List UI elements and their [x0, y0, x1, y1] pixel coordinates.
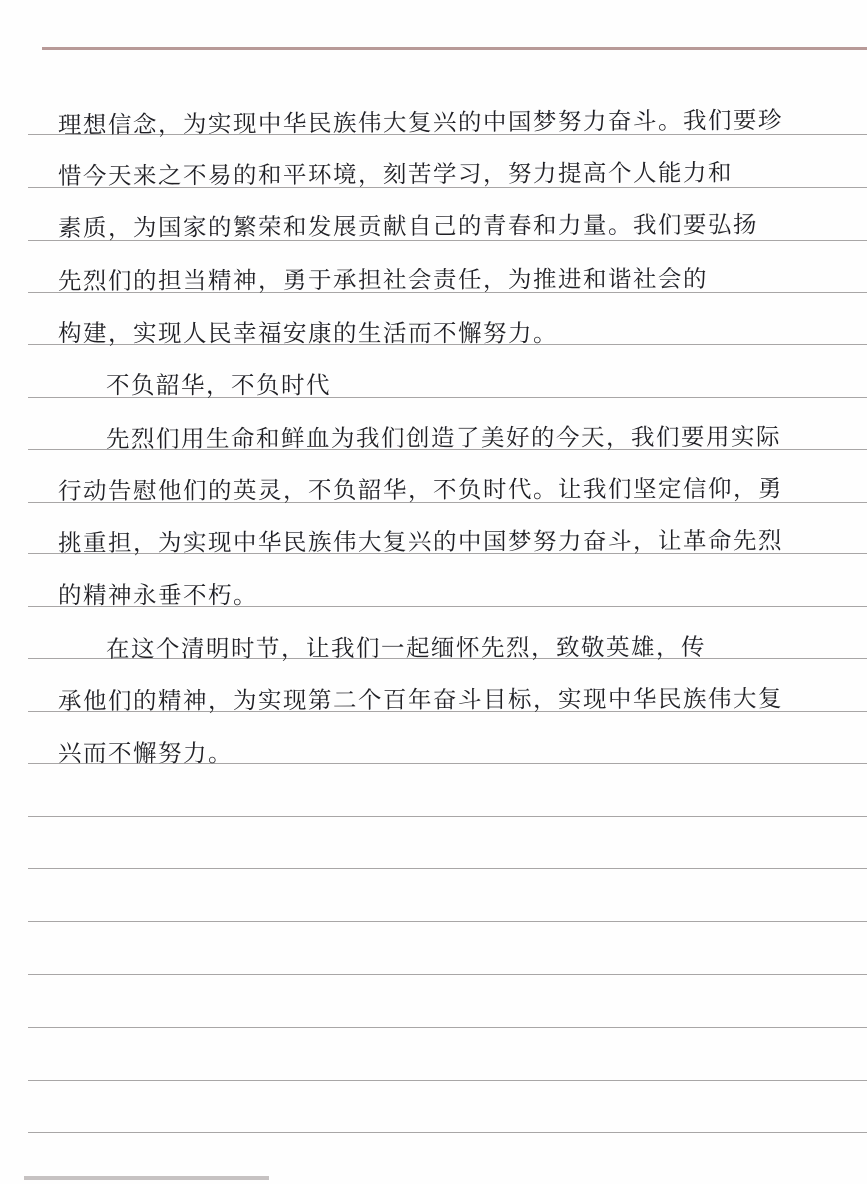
- ruled-line: [28, 1132, 867, 1133]
- essay-line-8: 行动告慰他们的英灵，不负韶华，不负时代。让我们坚定信仰，勇: [57, 474, 784, 505]
- essay-line-3: 素质，为国家的繁荣和发展贡献自己的青春和力量。我们要弘扬: [57, 210, 759, 242]
- essay-line-7: 先烈们用生命和鲜血为我们创造了美好的今天，我们要用实际: [105, 422, 782, 453]
- ruled-line: [28, 974, 867, 975]
- ruled-line: [28, 868, 867, 869]
- essay-line-12: 承他们的精神，为实现第二个百年奋斗目标，实现中华民族伟大复: [57, 684, 784, 715]
- essay-line-5: 构建，实现人民幸福安康的生活而不懈努力。: [58, 319, 558, 347]
- ruled-line: [28, 921, 867, 922]
- essay-line-2: 惜今天来之不易的和平环境，刻苦学习，努力提高个人能力和: [57, 158, 734, 190]
- essay-section-title: 不负韶华，不负时代: [106, 371, 331, 399]
- ruled-line: [28, 816, 867, 817]
- essay-line-11: 在这个清明时节，让我们一起缅怀先烈，致敬英雄，传: [105, 632, 707, 663]
- top-red-rule: [42, 47, 867, 50]
- essay-line-10: 的精神永垂不朽。: [58, 581, 258, 609]
- bottom-edge-mark: [24, 1176, 269, 1180]
- essay-line-4: 先烈们的担当精神，勇于承担社会责任，为推进和谐社会的: [57, 264, 709, 295]
- ruled-line: [28, 1080, 867, 1081]
- essay-line-13: 兴而不懈努力。: [58, 739, 233, 767]
- ruled-line: [28, 1027, 867, 1028]
- essay-line-1: 理想信念，为实现中华民族伟大复兴的中国梦努力奋斗。我们要珍: [57, 105, 784, 139]
- essay-line-9: 挑重担，为实现中华民族伟大复兴的中国梦努力奋斗，让革命先烈: [57, 526, 784, 557]
